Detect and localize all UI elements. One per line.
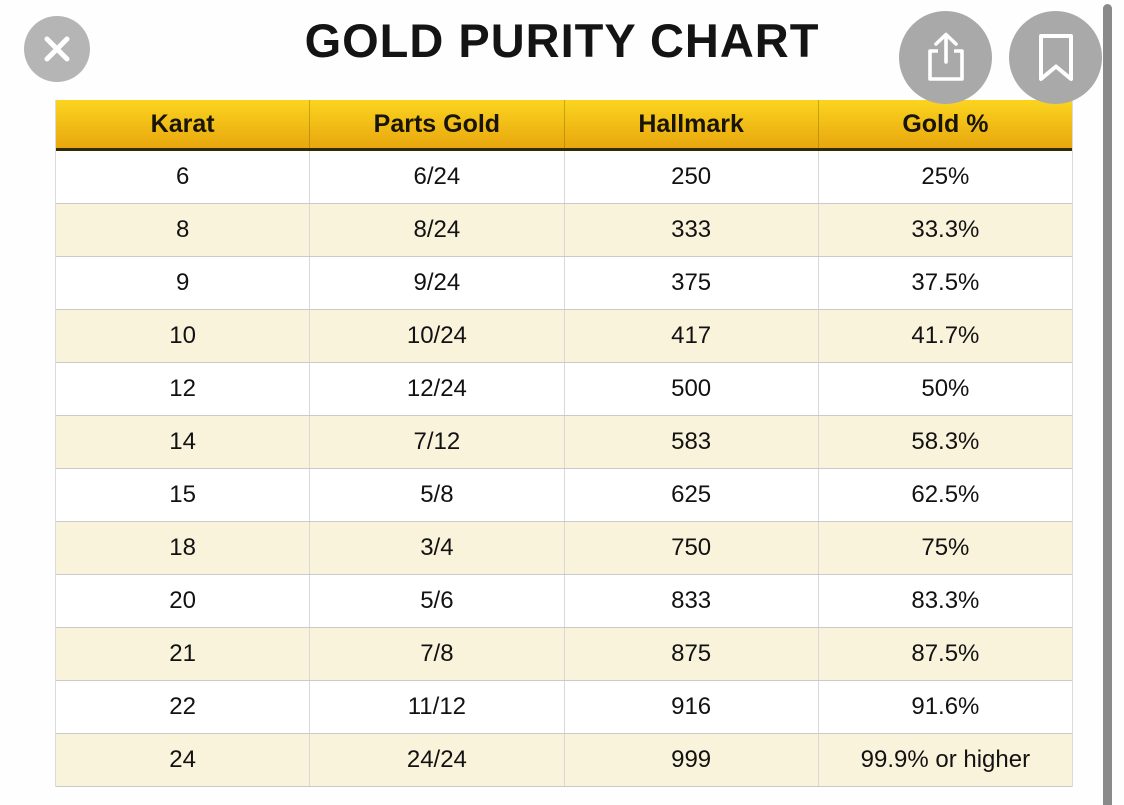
table-row: [56, 734, 1072, 787]
table-row: [56, 363, 1072, 416]
table-row: [56, 151, 1072, 204]
table-cell: 5/6: [310, 575, 564, 627]
close-button[interactable]: [24, 16, 90, 82]
table-cell: 33.3%: [911, 216, 980, 243]
table-cell: 375: [565, 257, 819, 309]
table-cell: 41.7%: [911, 322, 980, 349]
table-row: [56, 681, 1072, 734]
column-header-parts-gold: Parts Gold: [310, 100, 564, 148]
close-icon: [40, 32, 74, 66]
table-row: [56, 522, 1072, 575]
table-cell: 91.6%: [911, 693, 980, 720]
table-cell: 37.5%: [911, 269, 980, 296]
table-cell: 6: [56, 151, 310, 203]
bookmark-icon: [1036, 33, 1076, 83]
table-cell: 3/4: [310, 522, 564, 574]
table-cell: 250: [565, 151, 819, 203]
table-cell: 750: [565, 522, 819, 574]
table-cell: 83.3%: [911, 587, 980, 614]
column-header-gold-pct: Gold %: [902, 109, 989, 138]
table-cell: 62.5%: [911, 481, 980, 508]
table-cell: 21: [56, 628, 310, 680]
table-row: [56, 575, 1072, 628]
table-cell: 417: [565, 310, 819, 362]
table-cell: 625: [565, 469, 819, 521]
table-cell: 87.5%: [911, 640, 980, 667]
table-cell: 20: [56, 575, 310, 627]
table-cell: 24/24: [310, 734, 564, 786]
gold-purity-table: [55, 100, 1073, 787]
table-row: [56, 204, 1072, 257]
table-cell: 50%: [921, 375, 970, 402]
table-cell: 25%: [921, 163, 970, 190]
table-row: [56, 257, 1072, 310]
table-cell: 9: [56, 257, 310, 309]
table-cell: 7/8: [310, 628, 564, 680]
table-cell: 14: [56, 416, 310, 468]
table-row: [56, 628, 1072, 681]
table-cell: 999: [565, 734, 819, 786]
table-cell: 583: [565, 416, 819, 468]
table-row: [56, 416, 1072, 469]
share-icon: [923, 31, 969, 85]
table-cell: 10/24: [310, 310, 564, 362]
table-cell: 8: [56, 204, 310, 256]
table-cell: 99.9% or higher: [860, 746, 1031, 773]
table-body: [56, 151, 1072, 787]
table-cell: 7/12: [310, 416, 564, 468]
table-cell: 12/24: [310, 363, 564, 415]
table-row: [56, 469, 1072, 522]
table-cell: 12: [56, 363, 310, 415]
table-cell: 8/24: [310, 204, 564, 256]
table-cell: 875: [565, 628, 819, 680]
column-header-karat: Karat: [56, 100, 310, 148]
table-header-row: [56, 100, 1072, 151]
table-cell: 500: [565, 363, 819, 415]
vertical-scrollbar[interactable]: [1103, 4, 1112, 805]
table-cell: 916: [565, 681, 819, 733]
table-cell: 10: [56, 310, 310, 362]
table-cell: 6/24: [310, 151, 564, 203]
table-cell: 5/8: [310, 469, 564, 521]
table-cell: 58.3%: [911, 428, 980, 455]
table-cell: 15: [56, 469, 310, 521]
share-button[interactable]: [899, 11, 992, 104]
table-row: [56, 310, 1072, 363]
column-header-hallmark: Hallmark: [565, 100, 819, 148]
page-title: GOLD PURITY CHART: [304, 14, 820, 67]
table-cell: 333: [565, 204, 819, 256]
table-cell: 9/24: [310, 257, 564, 309]
table-cell: 22: [56, 681, 310, 733]
table-cell: 18: [56, 522, 310, 574]
table-cell: 24: [56, 734, 310, 786]
table-cell: 11/12: [310, 681, 564, 733]
table-cell: 75%: [921, 534, 970, 561]
table-cell: 833: [565, 575, 819, 627]
bookmark-button[interactable]: [1009, 11, 1102, 104]
